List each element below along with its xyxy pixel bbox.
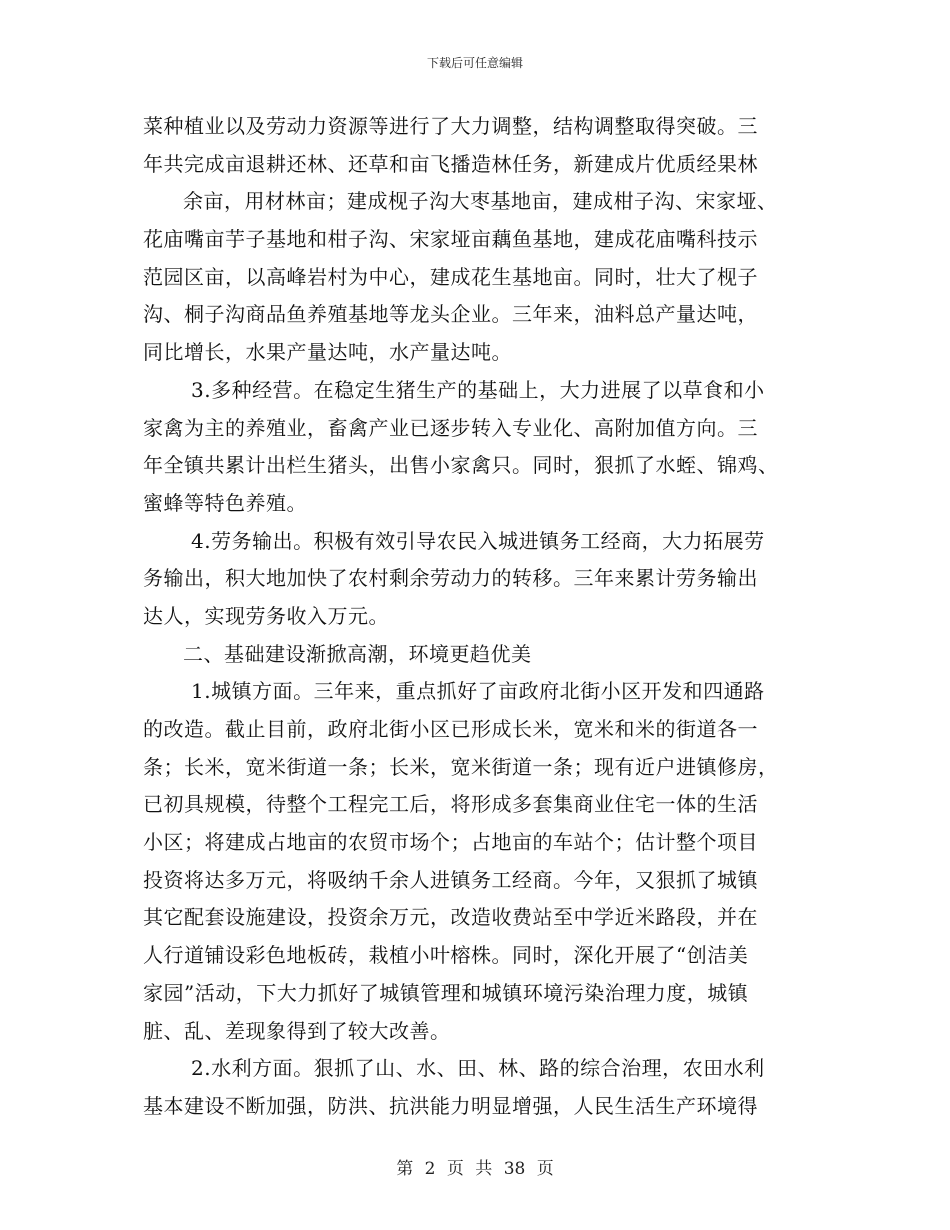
text-line: 条；长米，宽米街道一条；长米，宽米街道一条；现有近户进镇修房， bbox=[143, 754, 779, 779]
text-line: 3.多种经营。在稳定生猪生产的基础上，大力进展了以草食和小 bbox=[191, 377, 765, 402]
text-line: 范园区亩，以高峰岩村为中心，建成花生基地亩。同时，壮大了枧子 bbox=[143, 264, 758, 289]
text-line: 余亩，用材林亩；建成枧子沟大枣基地亩，建成柑子沟、宋家垭、 bbox=[183, 189, 778, 214]
text-line: 脏、乱、差现象得到了较大改善。 bbox=[143, 1018, 451, 1043]
text-line: 年共完成亩退耕还林、还草和亩飞播造林任务，新建成片优质经果林 bbox=[143, 151, 758, 176]
text-line: 小区；将建成占地亩的农贸市场个；占地亩的车站个；估计整个项目 bbox=[143, 830, 758, 855]
document-body bbox=[143, 108, 815, 1126]
page-header-note: 下载后可任意编辑 bbox=[426, 56, 523, 70]
text-line: 投资将达多万元，将吸纳千余人进镇务工经商。今年，又狠抓了城镇 bbox=[143, 867, 758, 892]
text-line: 已初具规模，待整个工程完工后，将形成多套集商业住宅一体的生活 bbox=[143, 792, 758, 817]
text-line: 菜种植业以及劳动力资源等进行了大力调整，结构调整取得突破。三 bbox=[143, 114, 758, 138]
text-line: 其它配套设施建设，投资余万元，改造收费站至中学近米路段，并在 bbox=[143, 905, 758, 930]
text-line: 同比增长，水果产量达吨，水产量达吨。 bbox=[143, 340, 512, 365]
text-line: 沟、桐子沟商品鱼养殖基地等龙头企业。三年来，油料总产量达吨， bbox=[143, 302, 758, 327]
text-line: 2.水利方面。狠抓了山、水、田、林、路的综合治理，农田水利 bbox=[191, 1056, 765, 1081]
text-line: 花庙嘴亩芋子基地和柑子沟、宋家垭亩藕鱼基地，建成花庙嘴科技示 bbox=[143, 227, 758, 252]
text-line: 二、基础建设渐掀高潮，环境更趋优美 bbox=[183, 641, 532, 666]
text-line: 年全镇共累计出栏生猪头，出售小家禽只。同时，狠抓了水蛭、锦鸡、 bbox=[143, 453, 779, 478]
text-line: 家禽为主的养殖业，畜禽产业已逐步转入专业化、高附加值方向。三 bbox=[143, 415, 758, 440]
text-line: 务输出，积大地加快了农村剩余劳动力的转移。三年来累计劳务输出 bbox=[143, 566, 758, 591]
text-line: 的改造。截止目前，政府北街小区已形成长米，宽米和米的街道各一 bbox=[143, 717, 758, 741]
text-line: 蜜蜂等特色养殖。 bbox=[143, 490, 307, 515]
text-line: 家园”活动，下大力抓好了城镇管理和城镇环境污染治理力度，城镇 bbox=[143, 980, 749, 1005]
text-line: 人行道铺设彩色地板砖，栽植小叶榕株。同时，深化开展了“创洁美 bbox=[143, 943, 749, 968]
page-number: 第 2 页 共 38 页 bbox=[396, 1159, 554, 1179]
text-line: 基本建设不断加强，防洪、抗洪能力明显增强，人民生活生产环境得 bbox=[143, 1093, 758, 1118]
text-line: 1.城镇方面。三年来，重点抓好了亩政府北街小区开发和四通路 bbox=[191, 679, 765, 704]
text-line: 4.劳务输出。积极有效引导农民入城进镇务工经商，大力拓展劳 bbox=[191, 528, 765, 553]
text-line: 达人，实现劳务收入万元。 bbox=[143, 603, 389, 628]
